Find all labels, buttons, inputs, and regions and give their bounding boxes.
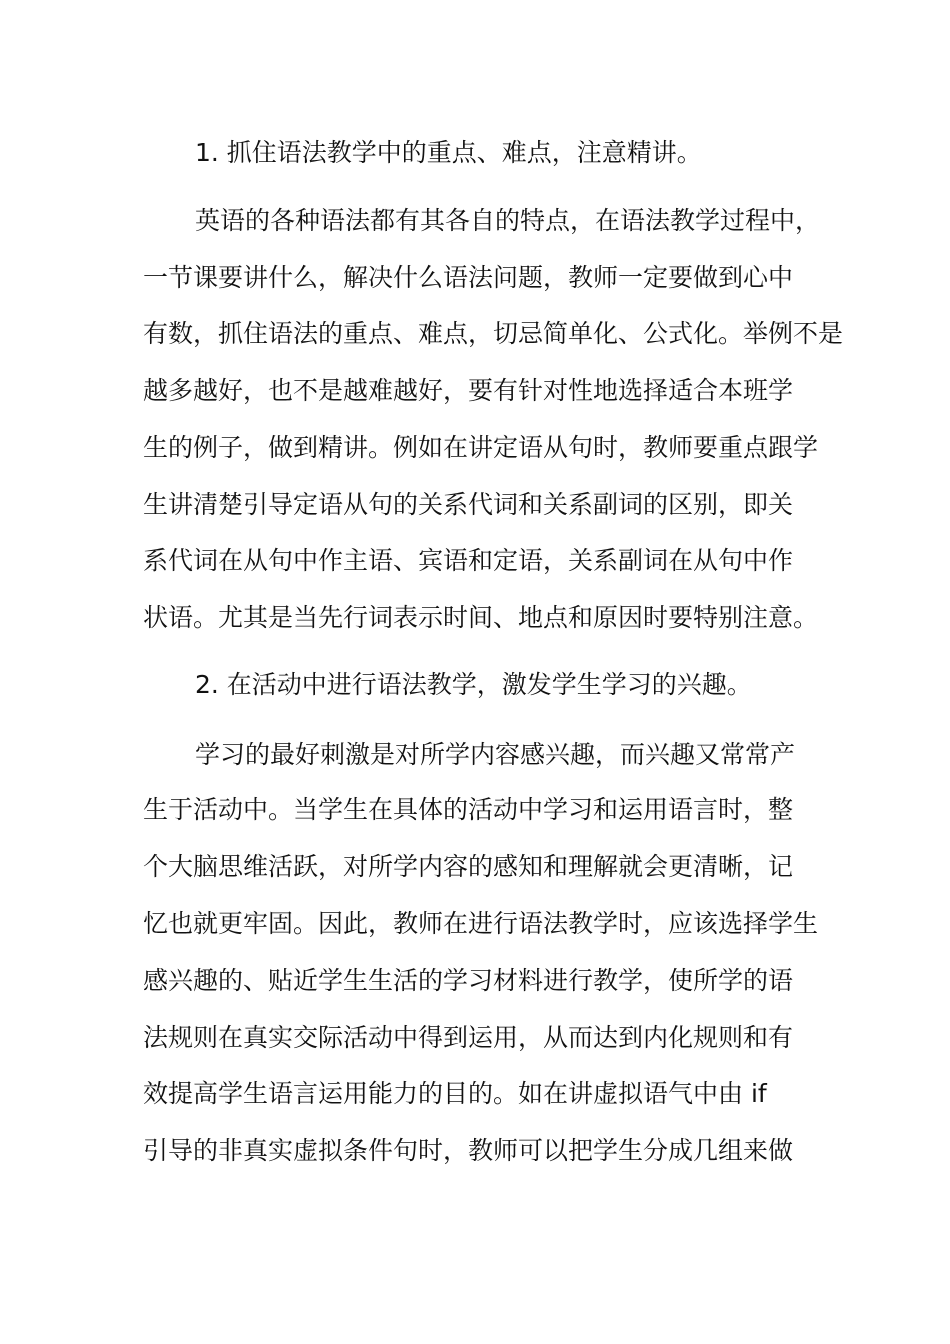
paragraph-2-line-1: 学习的最好刺激是对所学内容感兴趣，而兴趣又常常产 (195, 740, 796, 769)
paragraph-2-line-8: 引导的非真实虚拟条件句时，教师可以把学生分成几组来做 (143, 1136, 794, 1165)
paragraph-1-line-4: 越多越好，也不是越难越好，要有针对性地选择适合本班学 (143, 376, 794, 405)
paragraph-1-line-1: 英语的各种语法都有其各自的特点，在语法教学过程中， (195, 206, 821, 235)
paragraph-2-line-2: 生于活动中。当学生在具体的活动中学习和运用语言时，整 (143, 795, 794, 824)
paragraph-1-line-5: 生的例子，做到精讲。例如在讲定语从句时，教师要重点跟学 (143, 433, 819, 462)
paragraph-1-line-3: 有数，抓住语法的重点、难点，切忌简单化、公式化。举例不是 (143, 319, 844, 348)
paragraph-2-line-5: 感兴趣的、贴近学生生活的学习材料进行教学，使所学的语 (143, 966, 794, 995)
paragraph-1-line-8: 状语。尤其是当先行词表示时间、地点和原因时要特别注意。 (143, 603, 819, 632)
paragraph-1-line-2: 一节课要讲什么，解决什么语法问题，教师一定要做到心中 (143, 263, 794, 292)
paragraph-2-line-4: 忆也就更牢固。因此，教师在进行语法教学时，应该选择学生 (143, 909, 819, 938)
paragraph-1-line-6: 生讲清楚引导定语从句的关系代词和关系副词的区别，即关 (143, 490, 794, 519)
paragraph-2-line-3: 个大脑思维活跃，对所学内容的感知和理解就会更清晰，记 (143, 852, 794, 881)
paragraph-1-line-7: 系代词在从句中作主语、宾语和定语，关系副词在从句中作 (143, 546, 794, 575)
paragraph-2-line-7: 效提高学生语言运用能力的目的。如在讲虚拟语气中由 if (143, 1079, 767, 1108)
section-heading-2: 2. 在活动中进行语法教学，激发学生学习的兴趣。 (195, 670, 752, 699)
section-heading-1: 1. 抓住语法教学中的重点、难点，注意精讲。 (195, 138, 702, 167)
paragraph-2-line-6: 法规则在真实交际活动中得到运用，从而达到内化规则和有 (143, 1023, 794, 1052)
